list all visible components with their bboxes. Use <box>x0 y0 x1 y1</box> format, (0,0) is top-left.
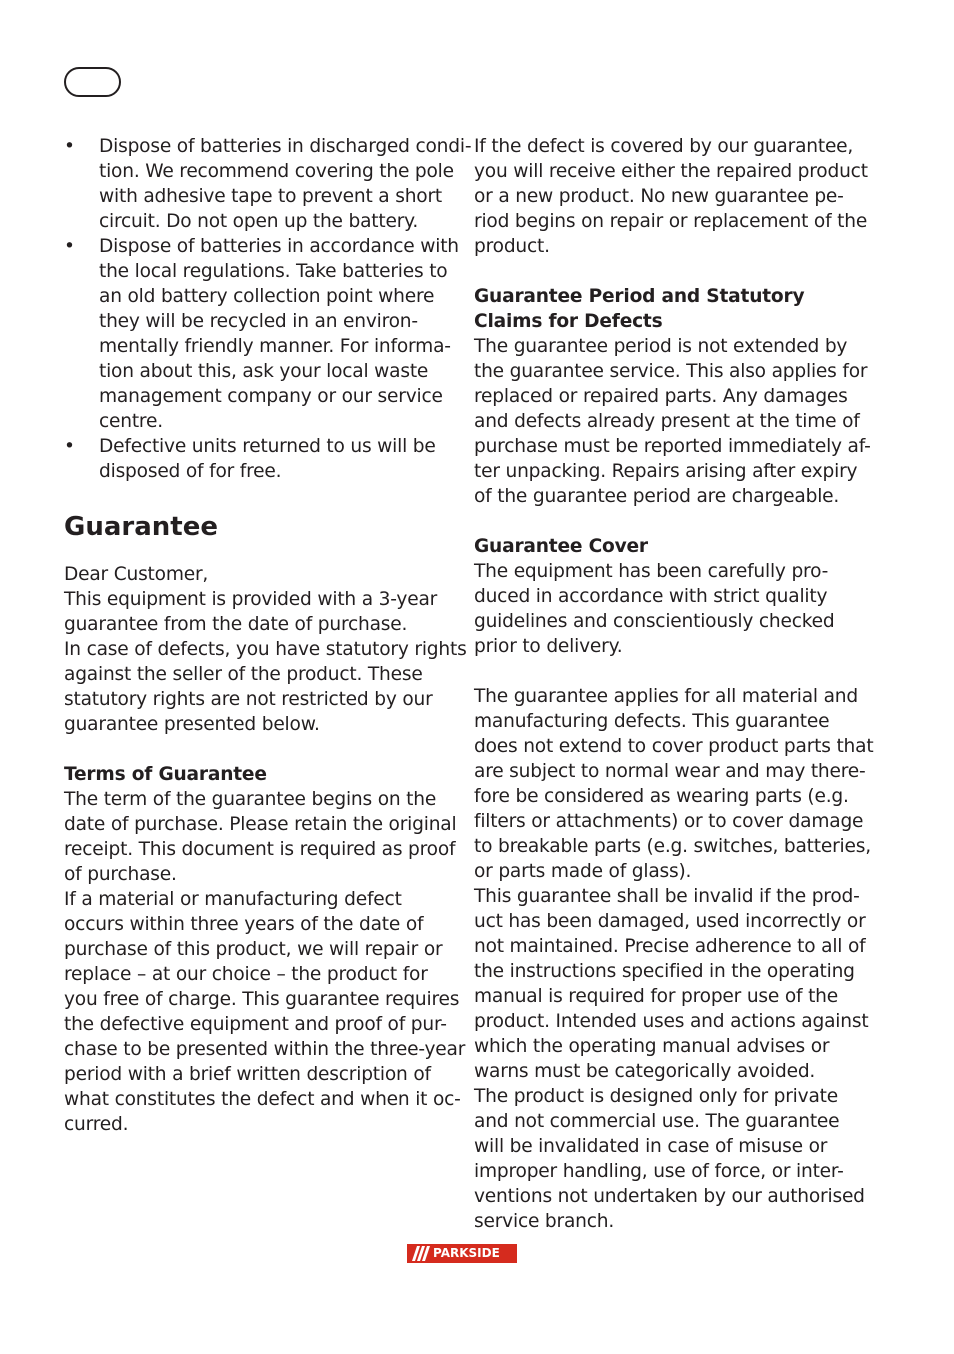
text-line: product. <box>474 236 550 257</box>
text-line: manufacturing defects. This guarantee <box>474 711 830 732</box>
text-line: filters or attachments) or to cover damage <box>474 811 864 832</box>
text-line: guarantee presented below. <box>64 714 320 735</box>
text-line: the local regulations. Take batteries to <box>99 261 448 282</box>
text-line: which the operating manual advises or <box>474 1036 830 1057</box>
text-line: or parts made of glass). <box>474 861 692 882</box>
text-line: curred. <box>64 1114 129 1135</box>
text-line: period with a brief written description of <box>64 1064 431 1085</box>
bullet-icon: • <box>64 136 75 157</box>
intro-paragraph <box>64 562 467 737</box>
text-line: date of purchase. Please retain the original <box>64 814 457 835</box>
text-line: replace – at our choice – the product for <box>64 964 428 985</box>
text-line: The term of the guarantee begins on the <box>64 789 437 810</box>
text-line: manual is required for proper use of the <box>474 986 838 1007</box>
text-line: against the seller of the product. These <box>64 664 423 685</box>
text-line: The product is designed only for private <box>474 1086 838 1107</box>
text-line: not maintained. Precise adherence to all of <box>474 936 866 957</box>
list-item <box>64 134 472 234</box>
text-line: Defective units returned to us will be <box>99 436 436 457</box>
text-line: circuit. Do not open up the battery. <box>99 211 419 232</box>
text-line: The equipment has been carefully pro- <box>474 561 829 582</box>
period-heading: Guarantee Period and Statutory <box>474 286 805 307</box>
covered-paragraph <box>474 134 866 259</box>
text-line: product. Intended uses and actions against <box>474 1011 869 1032</box>
bullet-icon: • <box>64 236 75 257</box>
text-line: statutory rights are not restricted by our <box>64 689 433 710</box>
text-line: Dear Customer, <box>64 564 209 585</box>
text-line: mentally friendly manner. For informa- <box>99 336 451 357</box>
cover-section <box>474 534 866 659</box>
text-line: you will receive either the repaired product <box>474 161 868 182</box>
text-line: If the defect is covered by our guarantee, <box>474 136 854 157</box>
text-line: of purchase. <box>64 864 177 885</box>
text-line: disposed of for free. <box>99 461 282 482</box>
list-item <box>64 234 459 434</box>
parkside-logo <box>407 1244 517 1263</box>
right-column <box>474 134 874 1234</box>
text-line: This equipment is provided with a 3-year <box>64 589 438 610</box>
text-line: fore be considered as wearing parts (e.g. <box>474 786 849 807</box>
logo-text: PARKSIDE <box>433 1246 500 1260</box>
text-line: occurs within three years of the date of <box>64 914 424 935</box>
text-line: warns must be categorically avoided. <box>474 1061 816 1082</box>
text-line: duced in accordance with strict quality <box>474 586 828 607</box>
text-line: guarantee from the date of purchase. <box>64 614 408 635</box>
text-line: The guarantee applies for all material and <box>474 686 858 707</box>
text-line: In case of defects, you have statutory rights <box>64 639 467 660</box>
text-line: and defects already present at the time of <box>474 411 860 432</box>
period-section <box>474 284 871 509</box>
text-line: replaced or repaired parts. Any damages <box>474 386 848 407</box>
text-line: prior to delivery. <box>474 636 623 657</box>
left-column <box>64 134 472 1137</box>
text-line: with adhesive tape to prevent a short <box>99 186 442 207</box>
text-line: This guarantee shall be invalid if the prod- <box>474 886 860 907</box>
text-line: chase to be presented within the three-year <box>64 1039 466 1060</box>
text-line: guidelines and conscientiously checked <box>474 611 835 632</box>
text-line: the defective equipment and proof of pur- <box>64 1014 447 1035</box>
text-line: does not extend to cover product parts that <box>474 736 874 757</box>
text-line: Dispose of batteries in discharged condi- <box>99 136 472 157</box>
logo-stripes-icon <box>407 1244 433 1263</box>
text-line: uct has been damaged, used incorrectly or <box>474 911 866 932</box>
battery-disposal-list <box>64 134 472 484</box>
cover-details <box>474 684 874 1234</box>
text-line: what constitutes the defect and when it oc- <box>64 1089 461 1110</box>
text-line: service branch. <box>474 1211 615 1232</box>
text-line: centre. <box>99 411 163 432</box>
text-line: the instructions specified in the operating <box>474 961 855 982</box>
text-line: management company or our service <box>99 386 443 407</box>
text-line: ventions not undertaken by our authorised <box>474 1186 865 1207</box>
text-line: If a material or manufacturing defect <box>64 889 402 910</box>
text-line: purchase must be reported immediately af- <box>474 436 871 457</box>
text-line: an old battery collection point where <box>99 286 435 307</box>
text-line: you free of charge. This guarantee requires <box>64 989 460 1010</box>
bullet-icon: • <box>64 436 75 457</box>
text-line: tion about this, ask your local waste <box>99 361 429 382</box>
text-line: improper handling, use of force, or inter- <box>474 1161 844 1182</box>
text-line: purchase of this product, we will repair or <box>64 939 443 960</box>
text-line: and not commercial use. The guarantee <box>474 1111 840 1132</box>
text-line: tion. We recommend covering the pole <box>99 161 454 182</box>
text-line: or a new product. No new guarantee pe- <box>474 186 844 207</box>
text-line: Dispose of batteries in accordance with <box>99 236 459 257</box>
text-line: will be invalidated in case of misuse or <box>474 1136 828 1157</box>
language-badge <box>64 67 121 97</box>
terms-heading: Terms of Guarantee <box>64 764 267 785</box>
text-line: the guarantee service. This also applies for <box>474 361 868 382</box>
text-line: riod begins on repair or replacement of the <box>474 211 868 232</box>
terms-section <box>64 762 466 1137</box>
text-line: are subject to normal wear and may there- <box>474 761 866 782</box>
list-item <box>64 434 456 484</box>
text-line: The guarantee period is not extended by <box>474 336 848 357</box>
text-line: to breakable parts (e.g. switches, batteries, <box>474 836 871 857</box>
text-line: receipt. This document is required as proof <box>64 839 456 860</box>
text-line: of the guarantee period are chargeable. <box>474 486 840 507</box>
period-heading: Claims for Defects <box>474 311 663 332</box>
text-line: ter unpacking. Repairs arising after expiry <box>474 461 858 482</box>
cover-heading: Guarantee Cover <box>474 536 648 557</box>
text-line: they will be recycled in an environ- <box>99 311 418 332</box>
guarantee-heading: Guarantee <box>64 512 218 542</box>
